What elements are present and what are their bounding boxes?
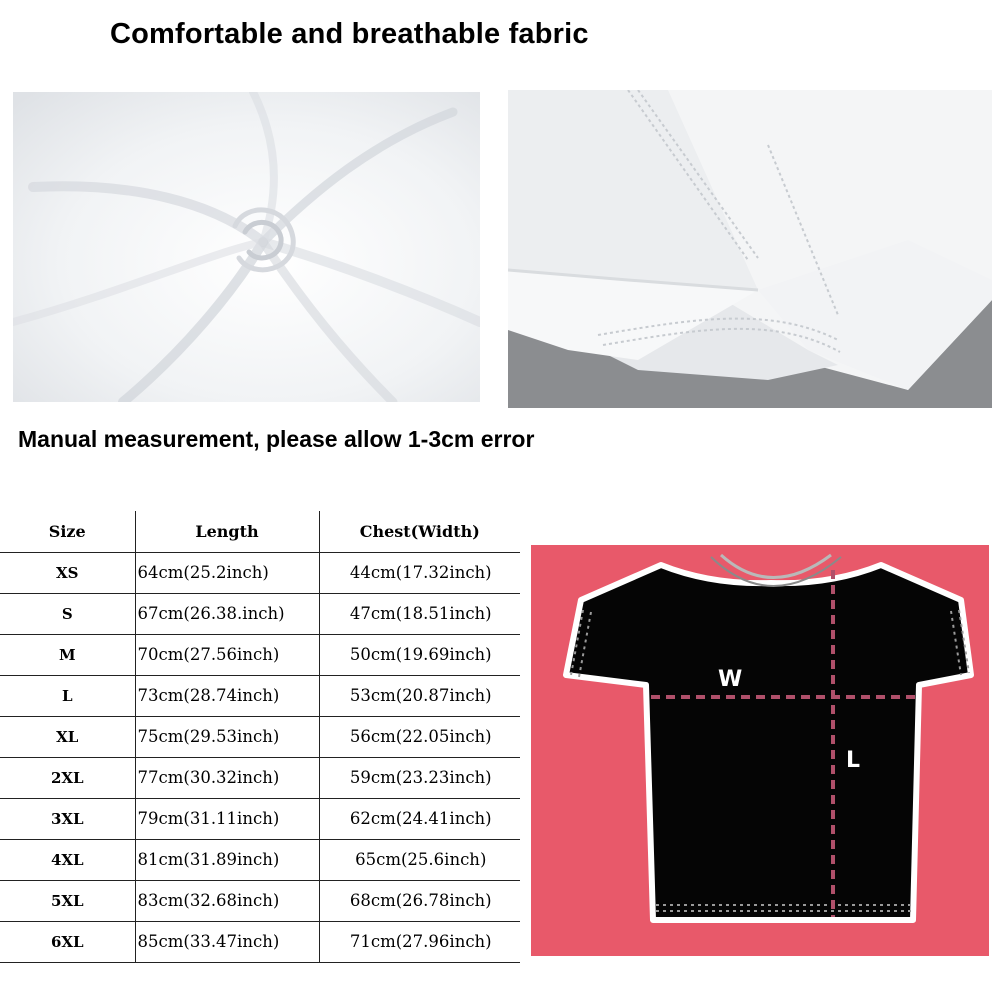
length-label: L (846, 748, 861, 773)
size-cell: 4XL (0, 839, 135, 880)
page-title: Comfortable and breathable fabric (110, 18, 589, 50)
length-cell: 73cm(28.74inch) (135, 675, 319, 716)
table-row (0, 839, 520, 880)
table-row (0, 798, 520, 839)
chest-cell: 62cm(24.41inch) (319, 798, 520, 839)
length-cell: 64cm(25.2inch) (135, 552, 319, 593)
table-row (0, 757, 520, 798)
size-chart-table (0, 511, 520, 963)
chest-cell: 68cm(26.78inch) (319, 880, 520, 921)
table-row (0, 921, 520, 962)
tshirt-measurement-diagram (531, 545, 989, 956)
column-header-size: Size (0, 511, 135, 552)
size-cell: XL (0, 716, 135, 757)
length-cell: 70cm(27.56inch) (135, 634, 319, 675)
length-cell: 81cm(31.89inch) (135, 839, 319, 880)
size-cell: 6XL (0, 921, 135, 962)
column-header-chest: Chest(Width) (319, 511, 520, 552)
column-header-length: Length (135, 511, 319, 552)
size-cell: S (0, 593, 135, 634)
sleeve-hem-photo (508, 90, 992, 408)
fabric-swirl-photo (13, 92, 480, 402)
chest-cell: 65cm(25.6inch) (319, 839, 520, 880)
table-header-row (0, 511, 520, 552)
chest-cell: 59cm(23.23inch) (319, 757, 520, 798)
chest-cell: 56cm(22.05inch) (319, 716, 520, 757)
table-row (0, 880, 520, 921)
table-row (0, 593, 520, 634)
size-cell: XS (0, 552, 135, 593)
chest-cell: 53cm(20.87inch) (319, 675, 520, 716)
length-cell: 79cm(31.11inch) (135, 798, 319, 839)
measurement-notice: Manual measurement, please allow 1-3cm error (18, 426, 535, 452)
size-cell: M (0, 634, 135, 675)
chest-cell: 47cm(18.51inch) (319, 593, 520, 634)
table-row (0, 716, 520, 757)
length-cell: 75cm(29.53inch) (135, 716, 319, 757)
length-cell: 77cm(30.32inch) (135, 757, 319, 798)
table-row (0, 675, 520, 716)
size-cell: 2XL (0, 757, 135, 798)
length-cell: 83cm(32.68inch) (135, 880, 319, 921)
chest-cell: 44cm(17.32inch) (319, 552, 520, 593)
size-cell: 5XL (0, 880, 135, 921)
chest-cell: 50cm(19.69inch) (319, 634, 520, 675)
width-label: W (718, 667, 743, 692)
length-cell: 85cm(33.47inch) (135, 921, 319, 962)
size-cell: 3XL (0, 798, 135, 839)
table-row (0, 552, 520, 593)
table-row (0, 634, 520, 675)
chest-cell: 71cm(27.96inch) (319, 921, 520, 962)
size-cell: L (0, 675, 135, 716)
length-cell: 67cm(26.38.inch) (135, 593, 319, 634)
